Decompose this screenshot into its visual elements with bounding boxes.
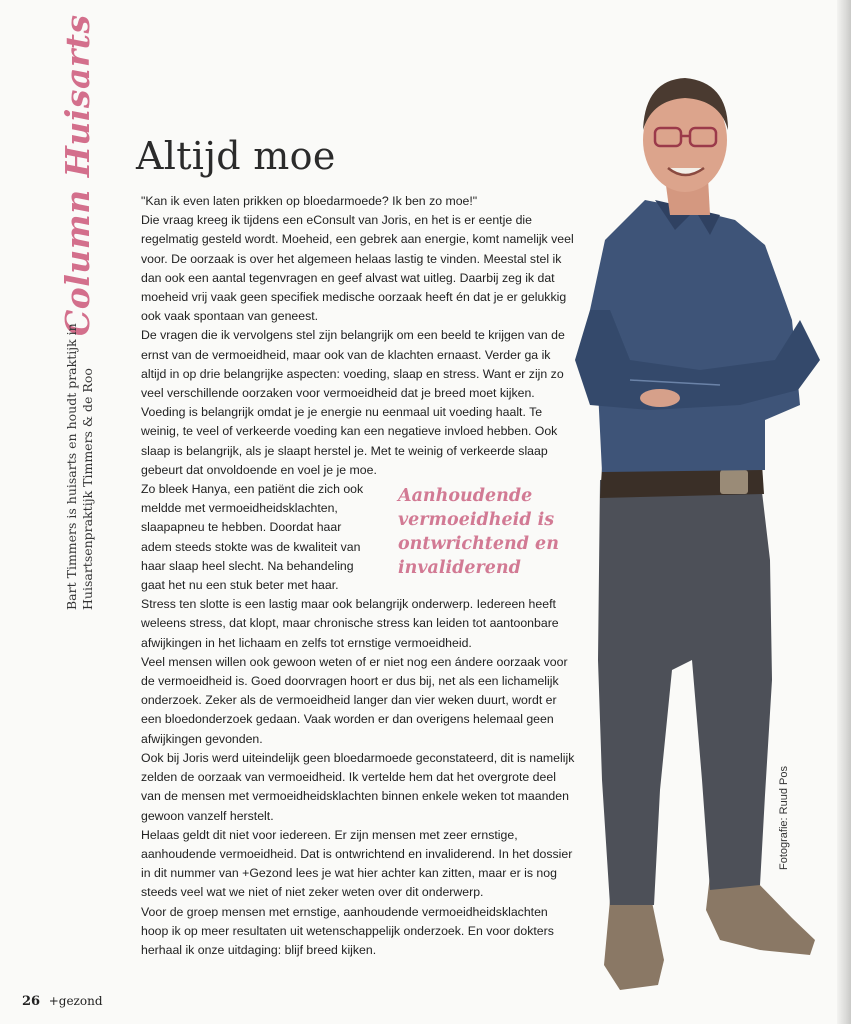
- author-bio-line: Bart Timmers is huisarts en houdt praktijk in: [64, 323, 79, 610]
- magazine-name: +gezond: [48, 994, 103, 1008]
- shirt: [590, 200, 800, 472]
- author-bio: [64, 310, 114, 610]
- photo-credit: Fotografie: Ruud Pos: [778, 766, 790, 870]
- article-paragraph: De vragen die ik vervolgens stel zijn belangrijk om een beeld te krijgen van de ernst van de vermoeidheid, maar ook van de klachten ernaast. Verder ga ik altijd in op drie belangrijke aspecten: voeding, slaap en stress. Want er zijn zo veel verschillende oorzaken voor vermoeidheid dat je breed moet kijken.: [141, 328, 565, 401]
- article-title: Altijd moe: [136, 134, 336, 178]
- trousers: [598, 475, 772, 905]
- article-paragraph: Ook bij Joris werd uiteindelijk geen bloedarmoede geconstateerd, dit is namelijk zelden de oorzaak van vermoeidheid. Ik vertelde hem dat het overgrote deel van de mensen met vermoeidheidsklachten binnen enkele weken tot maanden gewoon vanzelf herstelt.: [141, 750, 575, 823]
- author-bio-line: Huisartsenpraktijk Timmers & de Roo: [80, 368, 95, 610]
- article-paragraph: Voeding is belangrijk omdat je je energie nu eenmaal uit voeding haalt. Te weinig, te veel of verkeerde voeding kan een negatieve invloed hebben. Ook slaap is belangrijk, als je slaapt herstel je. Met te weinig of verkeerde slaap gebeurt dat onvoldoende en voel je je moe.: [141, 405, 558, 477]
- article-paragraph: Voor de groep mensen met ernstige, aanhoudende vermoeidheidsklachten hoop ik op meer resultaten uit wetenschappelijk onderzoek. En voor dokters herhaal ik onze uitdaging: blijf breed kijken.: [141, 904, 554, 957]
- article-paragraph: Helaas geldt dit niet voor iedereen. Er zijn mensen met zeer ernstige, aanhoudende vermoeidheid. Dat is ontwrichtend en invaliderend. In het dossier in dit nummer van +Gezond lees je wat hier achter kan zitten, maar er is nog steeds veel wat we niet of niet zeker weten over dit onderwerp.: [141, 827, 573, 900]
- article-paragraph: Die vraag kreeg ik tijdens een eConsult van Joris, en het is er eentje die regelmatig gesteld wordt. Moeheid, een gebrek aan energie, komt namelijk veel voor. De oorzaak is over het algemeen helaas lastig te vinden. Meestal stel ik dan ook een aantal tegenvragen en geef alvast wat uitleg. Daarbij zeg ik dat moeheid vrij vaak geen specifiek medische oorzaak heeft én dat je er gelukkig ook vaak spontaan van geneest.: [141, 213, 574, 324]
- page-number: 26: [22, 994, 41, 1009]
- page-edge-shadow: [837, 0, 851, 1024]
- article-paragraph: Zo bleek Hanya, een patiënt die zich ook meldde met vermoeidheidsklachten, slaapapneu te hebben. Doordat haar adem steeds stokte was de kwaliteit van haar slaap heel slecht. Na behandeling gaat het nu een stuk beter met haar.: [141, 482, 364, 593]
- article-paragraph: Stress ten slotte is een lastig maar ook belangrijk onderwerp. Iedereen heeft weleens stress, dat klopt, maar chronische stress kan leiden tot aantoonbare afwijkingen in het lichaam en zelfs tot ernstige vermoeidheid.: [141, 597, 559, 650]
- hand: [640, 389, 680, 407]
- column-label: Column Huisarts: [58, 14, 97, 336]
- page-footer: [22, 993, 103, 1009]
- belt-buckle: [720, 470, 748, 494]
- article-paragraph: Veel mensen willen ook gewoon weten of er niet nog een ándere oorzaak voor de vermoeidheid is. Goed doorvragen hoort er dus bij, net als een lichamelijk onderzoek. Zeker als de vermoeidheid langer dan vier weken duurt, wordt er een bloedonderzoek gedaan. Vaak worden er dan overigens helemaal geen afwijkingen gevonden.: [141, 654, 568, 746]
- doctor-portrait-photo: [560, 60, 840, 995]
- pull-quote: Aanhoudende vermoeidheid is ontwrichtend en invaliderend: [398, 486, 559, 578]
- left-shoe: [604, 900, 664, 990]
- article-paragraph: "Kan ik even laten prikken op bloedarmoede? Ik ben zo moe!": [141, 194, 478, 208]
